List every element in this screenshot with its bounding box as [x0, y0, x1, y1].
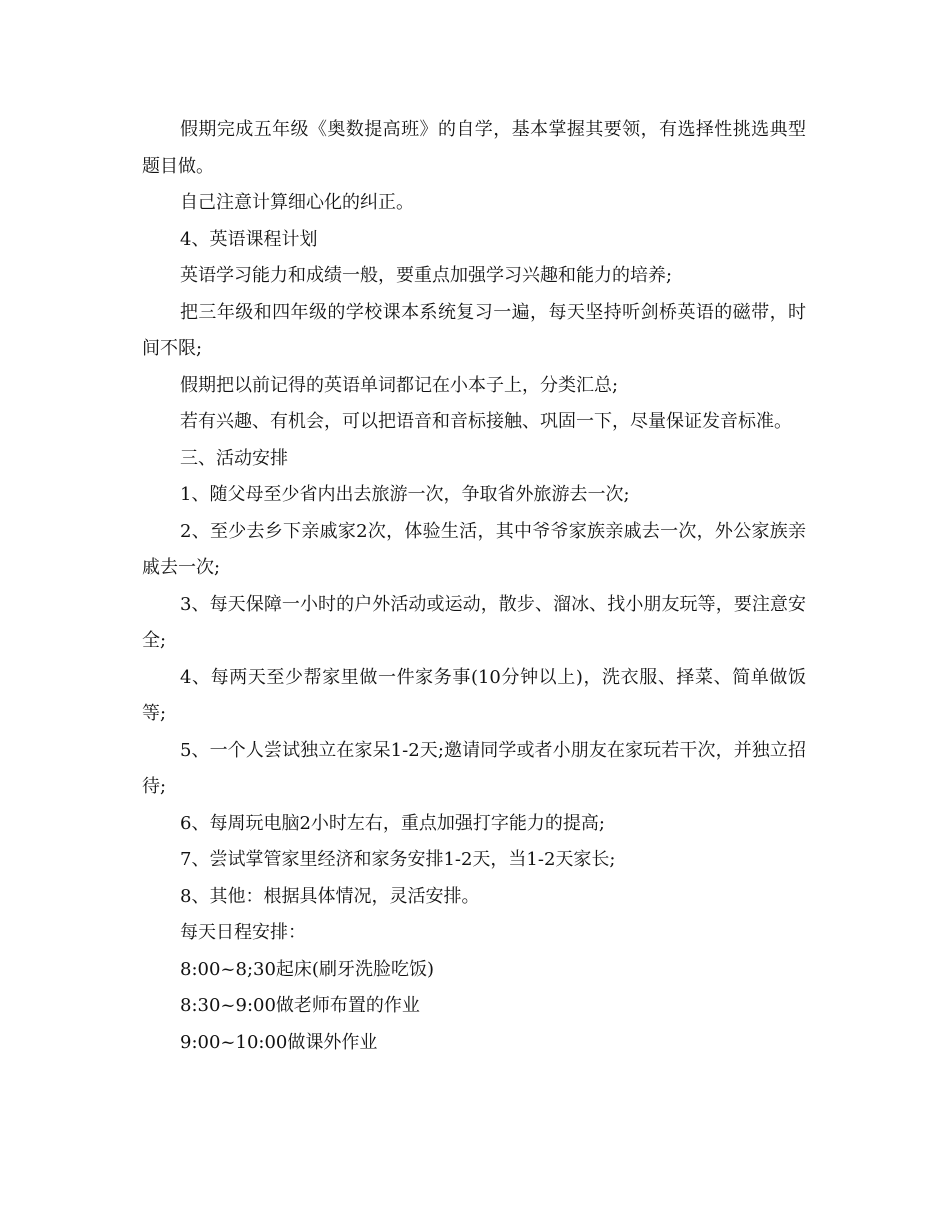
paragraph-calc-correction: 自己注意计算细心化的纠正。 [180, 192, 414, 213]
paragraph-english-review: 把三年级和四年级的学校课本系统复习一遍，每天坚持听剑桥英语的磁带，时间不限; [142, 301, 806, 359]
heading-daily-schedule: 每天日程安排： [180, 922, 306, 943]
list-item-activity-7: 7、尝试掌管家里经济和家务安排1-2天，当1-2天家长; [180, 849, 616, 870]
list-item-activity-1: 1、随父母至少省内出去旅游一次，争取省外旅游去一次; [180, 484, 630, 505]
document-body [142, 112, 806, 1061]
list-item-activity-4: 4、每两天至少帮家里做一件家务事(10分钟以上)，洗衣服、择菜、简单做饭等; [142, 666, 806, 724]
list-item-activity-2: 2、至少去乡下亲戚家2次，体验生活，其中爷爷家族亲戚去一次，外公家族亲戚去一次; [142, 520, 806, 578]
schedule-item-wakeup: 8:00~8;30起床(刷牙洗脸吃饭) [180, 958, 434, 980]
list-item-activity-8: 8、其他：根据具体情况，灵活安排。 [180, 885, 480, 907]
list-item-activity-5: 5、一个人尝试独立在家呆1-2天;邀请同学或者小朋友在家玩若干次，并独立招待; [142, 739, 806, 797]
paragraph-english-words: 假期把以前记得的英语单词都记在小本子上，分类汇总; [180, 374, 619, 396]
heading-english-plan: 4、英语课程计划 [180, 228, 318, 250]
paragraph-math-selfstudy: 假期完成五年级《奥数提高班》的自学，基本掌握其要领，有选择性挑选典型题目做。 [142, 119, 806, 177]
heading-activities: 三、活动安排 [180, 447, 288, 469]
schedule-item-homework: 8:30~9:00做老师布置的作业 [180, 995, 420, 1016]
schedule-item-extra-homework: 9:00~10:00做课外作业 [180, 1031, 378, 1053]
paragraph-english-ability: 英语学习能力和成绩一般，要重点加强学习兴趣和能力的培养; [180, 265, 673, 286]
list-item-activity-3: 3、每天保障一小时的户外活动或运动，散步、溜冰、找小朋友玩等，要注意安全; [142, 593, 806, 651]
list-item-activity-6: 6、每周玩电脑2小时左右，重点加强打字能力的提高; [180, 812, 605, 834]
paragraph-english-phonetics: 若有兴趣、有机会，可以把语音和音标接触、巩固一下，尽量保证发音标准。 [180, 411, 792, 432]
